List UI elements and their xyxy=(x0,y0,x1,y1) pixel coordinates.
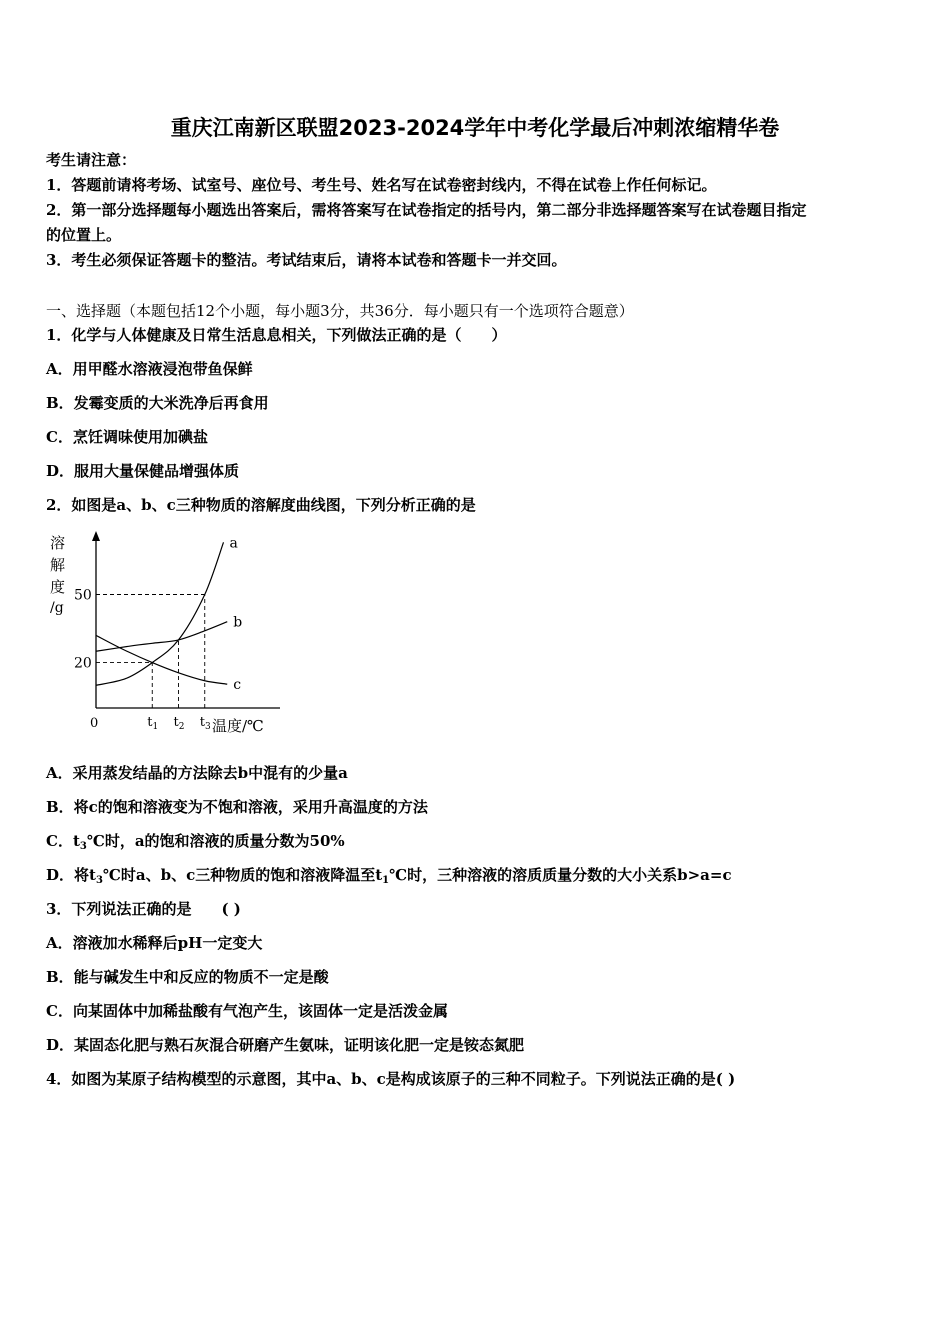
text-run: A．溶液加水稀释后 xyxy=(46,934,178,952)
x-tick-label: $t_2$ xyxy=(173,715,185,732)
notice-heading: 考生请注意： xyxy=(46,151,137,169)
question-stem-2: 2．如图是a、b、c三种物质的溶解度曲线图，下列分析正确的是 xyxy=(46,496,476,514)
question-stem-4: 4．如图为某原子结构模型的示意图，其中a、b、c是构成该原子的三种不同粒子。下列说法正确的是( ) xyxy=(46,1070,736,1088)
text-run: C．t xyxy=(46,832,80,850)
chart-curves xyxy=(96,542,227,685)
subscript: 3 xyxy=(95,875,103,886)
subscript: 3 xyxy=(79,841,87,852)
text-run: ℃时a、b、c三种物质的饱和溶液降温至t xyxy=(102,866,383,884)
q1-option-a: A．用甲醛水溶液浸泡带鱼保鲜 xyxy=(46,360,253,378)
q3-option-a xyxy=(46,933,906,953)
y-axis-label-char: 溶 xyxy=(50,534,66,552)
q1-option-c: C．烹饪调味使用加碘盐 xyxy=(46,428,208,446)
q3-option-b: B．能与碱发生中和反应的物质不一定是酸 xyxy=(46,968,329,986)
y-axis-label-char: /g xyxy=(50,600,64,616)
notice-item: 3．考生必须保证答题卡的整洁。考试结束后，请将本试卷和答题卡一并交回。 xyxy=(46,251,567,269)
q2-option-c xyxy=(46,831,906,851)
q2-option-d xyxy=(46,865,906,885)
q2-option-b: B．将c的饱和溶液变为不饱和溶液，采用升高温度的方法 xyxy=(46,798,428,816)
q3-option-d: D．某固态化肥与熟石灰混合研磨产生氨味，证明该化肥一定是铵态氮肥 xyxy=(46,1036,525,1054)
curve-b xyxy=(96,622,227,652)
q2-option-a: A．采用蒸发结晶的方法除去b中混有的少量a xyxy=(46,764,348,782)
x-tick-subscript: 2 xyxy=(178,722,185,732)
text-run: ℃时，三种溶液的溶质质量分数的大小关系b>a=c xyxy=(389,866,732,884)
y-axis-label-char: 解 xyxy=(50,556,66,574)
q1-option-d: D．服用大量保健品增强体质 xyxy=(46,462,240,480)
text-run: ℃时，a的饱和溶液的质量分数为50% xyxy=(86,832,345,850)
x-axis-label: 温度/℃ xyxy=(212,717,264,735)
origin-label: 0 xyxy=(90,716,99,731)
subscript: 1 xyxy=(382,875,390,886)
chart-guides xyxy=(96,595,205,709)
curve-label-c: c xyxy=(233,677,242,694)
chart-labels xyxy=(50,534,264,735)
text-run: D．将t xyxy=(46,866,96,884)
x-tick-label: $t_1$ xyxy=(147,715,159,732)
y-tick-label: 20 xyxy=(74,655,92,672)
curve-label-a: a xyxy=(229,535,238,552)
page-title: 重庆江南新区联盟2023-2024学年中考化学最后冲刺浓缩精华卷 xyxy=(170,116,780,140)
q1-option-b: B．发霉变质的大米洗净后再食用 xyxy=(46,394,269,412)
y-axis-arrow xyxy=(92,531,100,541)
x-tick-subscript: 1 xyxy=(152,722,159,732)
section-heading: 一、选择题（本题包括12个小题，每小题3分，共36分．每小题只有一个选项符合题意） xyxy=(46,302,634,320)
notice-item: 1．答题前请将考场、试室号、座位号、考生号、姓名写在试卷密封线内，不得在试卷上作任何标记。 xyxy=(46,176,717,194)
question-stem-3: 3．下列说法正确的是 ( ) xyxy=(46,900,241,918)
text-run: 一定变大 xyxy=(202,934,263,952)
notice-item: 的位置上。 xyxy=(46,226,122,244)
notice-item: 2．第一部分选择题每小题选出答案后，需将答案写在试卷指定的括号内，第二部分非选择题答案写在试卷题目指定 xyxy=(46,201,807,219)
question-stem-1: 1．化学与人体健康及日常生活息息相关，下列做法正确的是（ ） xyxy=(46,326,507,344)
y-tick-label: 50 xyxy=(74,587,92,604)
text-run: pH xyxy=(177,934,203,952)
q3-option-c: C．向某固体中加稀盐酸有气泡产生，该固体一定是活泼金属 xyxy=(46,1002,448,1020)
solubility-chart xyxy=(40,528,280,738)
y-axis-label-char: 度 xyxy=(50,578,66,596)
x-tick-label: $t_3$ xyxy=(199,715,211,732)
curve-label-b: b xyxy=(233,614,243,631)
x-tick-subscript: 3 xyxy=(204,722,211,732)
chart-axes xyxy=(92,531,280,708)
